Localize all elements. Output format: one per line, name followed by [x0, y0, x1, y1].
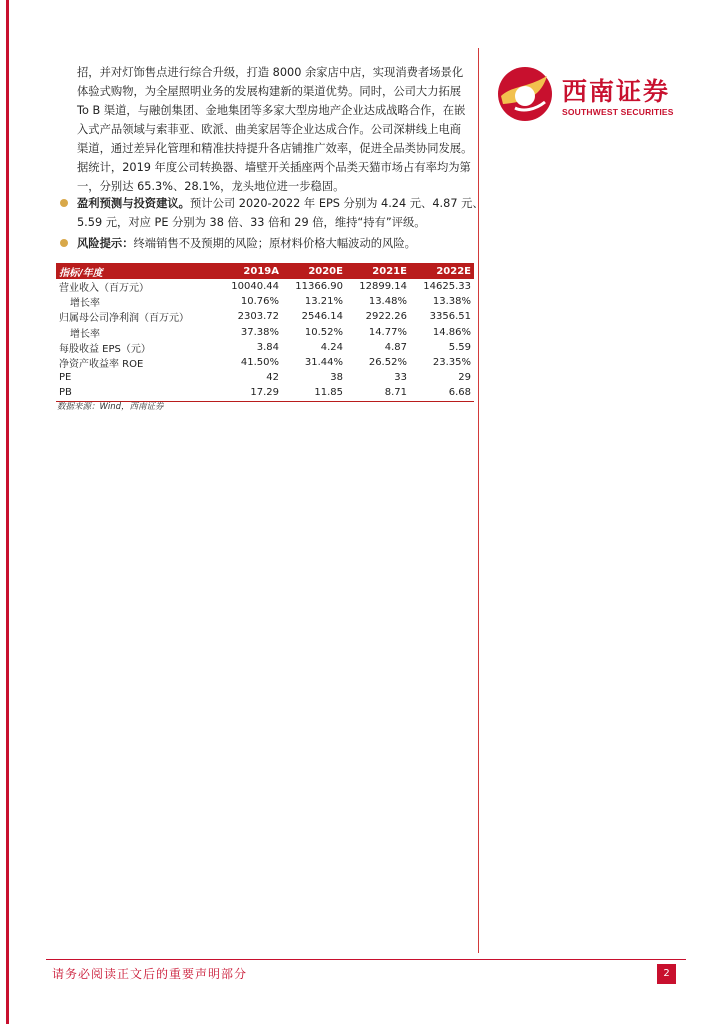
body-paragraph: [77, 63, 473, 196]
row-label: 增长率: [70, 328, 100, 340]
table-cell: 37.38%: [240, 326, 279, 338]
table-cell: 10040.44: [231, 281, 279, 293]
table-cell: 26.52%: [368, 357, 407, 369]
table-header-cell: 2019A: [218, 263, 282, 279]
table-header-cell: 2021E: [346, 263, 410, 279]
table-cell: 2922.26: [365, 311, 407, 323]
body-line: 入式产品领域与索菲亚、欧派、曲美家居等企业达成合作。公司深耕线上电商: [77, 123, 462, 136]
table-cell: 5.59: [448, 341, 471, 353]
table-cell: 14.86%: [432, 326, 471, 338]
footer-divider: [46, 959, 686, 960]
company-logo: [497, 64, 687, 124]
table-row: [56, 325, 474, 340]
table-row: [56, 279, 474, 294]
table-cell: 3356.51: [429, 311, 471, 323]
table-cell: 10.76%: [240, 296, 279, 308]
table-cell: 3.84: [256, 341, 279, 353]
logo-chinese-name: 西南证券: [562, 77, 671, 106]
row-label: 增长率: [70, 298, 100, 310]
table-cell: 31.44%: [304, 357, 343, 369]
row-label: PB: [56, 385, 218, 401]
table-cell: 11.85: [282, 385, 346, 401]
body-line: 渠道，通过差异化管理和精准扶持提升各店铺推广效率，促进全品类协同发展。: [77, 142, 473, 155]
bullet-title: 盈利预测与投资建议。: [77, 197, 190, 210]
bullet-dot-icon: [60, 239, 68, 247]
right-column-rule: [478, 48, 479, 953]
table-cell: 13.48%: [368, 296, 407, 308]
logo-mark-icon: [497, 66, 553, 122]
table-cell: 41.50%: [240, 357, 279, 369]
table-cell: 29: [458, 372, 471, 384]
table-cell: 38: [330, 372, 343, 384]
table-cell: 33: [394, 372, 407, 384]
table-cell: 23.35%: [432, 357, 471, 369]
row-label: PE: [59, 372, 72, 384]
footer-disclaimer: 请务必阅读正文后的重要声明部分: [52, 967, 248, 981]
table-header-cell: 2020E: [282, 263, 346, 279]
row-label: 营业收入（百万元）: [59, 283, 149, 295]
table-header-cell: 2022E: [410, 263, 474, 279]
table-row: [56, 385, 474, 401]
bullet-title: 风险提示：: [77, 237, 134, 250]
financial-forecast-table: [56, 263, 474, 402]
row-label: 净资产收益率 ROE: [59, 359, 144, 371]
table-cell: 13.38%: [432, 296, 471, 308]
page-number: 2: [657, 964, 676, 984]
table-cell: 13.21%: [304, 296, 343, 308]
table-cell: 2546.14: [301, 311, 343, 323]
table-cell: 14625.33: [423, 281, 471, 293]
table-cell: 8.71: [346, 385, 410, 401]
table-cell: 12899.14: [359, 281, 407, 293]
bullet-line: 终端销售不及预期的风险；原材料价格大幅波动的风险。: [133, 237, 416, 250]
body-line: 据统计，2019 年度公司转换器、墙壁开关插座两个品类天猫市场占有率均为第: [77, 161, 471, 174]
table-row: [56, 355, 474, 370]
bullet-dot-icon: [60, 199, 68, 207]
body-line: 招，并对灯饰售点进行综合升级，打造 8000 余家店中店，实现消费者场景化: [77, 66, 464, 79]
body-line: 一，分别达 65.3%、28.1%，龙头地位进一步稳固。: [77, 180, 345, 193]
table-header-row: [56, 263, 474, 279]
left-margin-rule: [6, 0, 9, 1024]
table-cell: 10.52%: [304, 326, 343, 338]
table-cell: 4.24: [320, 341, 343, 353]
bullet-line: 5.59 元，对应 PE 分别为 38 倍、33 倍和 29 倍，维持“持有”评级。: [77, 216, 426, 229]
row-label: 每股收益 EPS（元）: [59, 343, 151, 355]
table-cell: 42: [266, 372, 279, 384]
table-cell: 17.29: [218, 385, 282, 401]
table-cell: 4.87: [384, 341, 407, 353]
body-line: To B 渠道，与融创集团、金地集团等多家大型房地产企业达成战略合作，在嵌: [77, 104, 466, 117]
logo-english-name: SOUTHWEST SECURITIES: [562, 107, 674, 117]
table-source-note: 数据来源：Wind，西南证券: [57, 402, 164, 412]
bullet-line: 预计公司 2020-2022 年 EPS 分别为 4.24 元、4.87 元、: [189, 197, 484, 210]
table-header-cell: 指标/年度: [56, 263, 218, 279]
body-line: 体验式购物，为全屋照明业务的发展构建新的渠道优势。同时，公司大力拓展: [77, 85, 462, 98]
table-cell: 14.77%: [368, 326, 407, 338]
table-cell: 2303.72: [237, 311, 279, 323]
table-row: [56, 309, 474, 324]
table-cell: 11366.90: [295, 281, 343, 293]
table-cell: 6.68: [410, 385, 474, 401]
table-row: [56, 294, 474, 309]
table-row: [56, 370, 474, 385]
row-label: 归属母公司净利润（百万元）: [59, 313, 189, 325]
table-row: [56, 340, 474, 355]
